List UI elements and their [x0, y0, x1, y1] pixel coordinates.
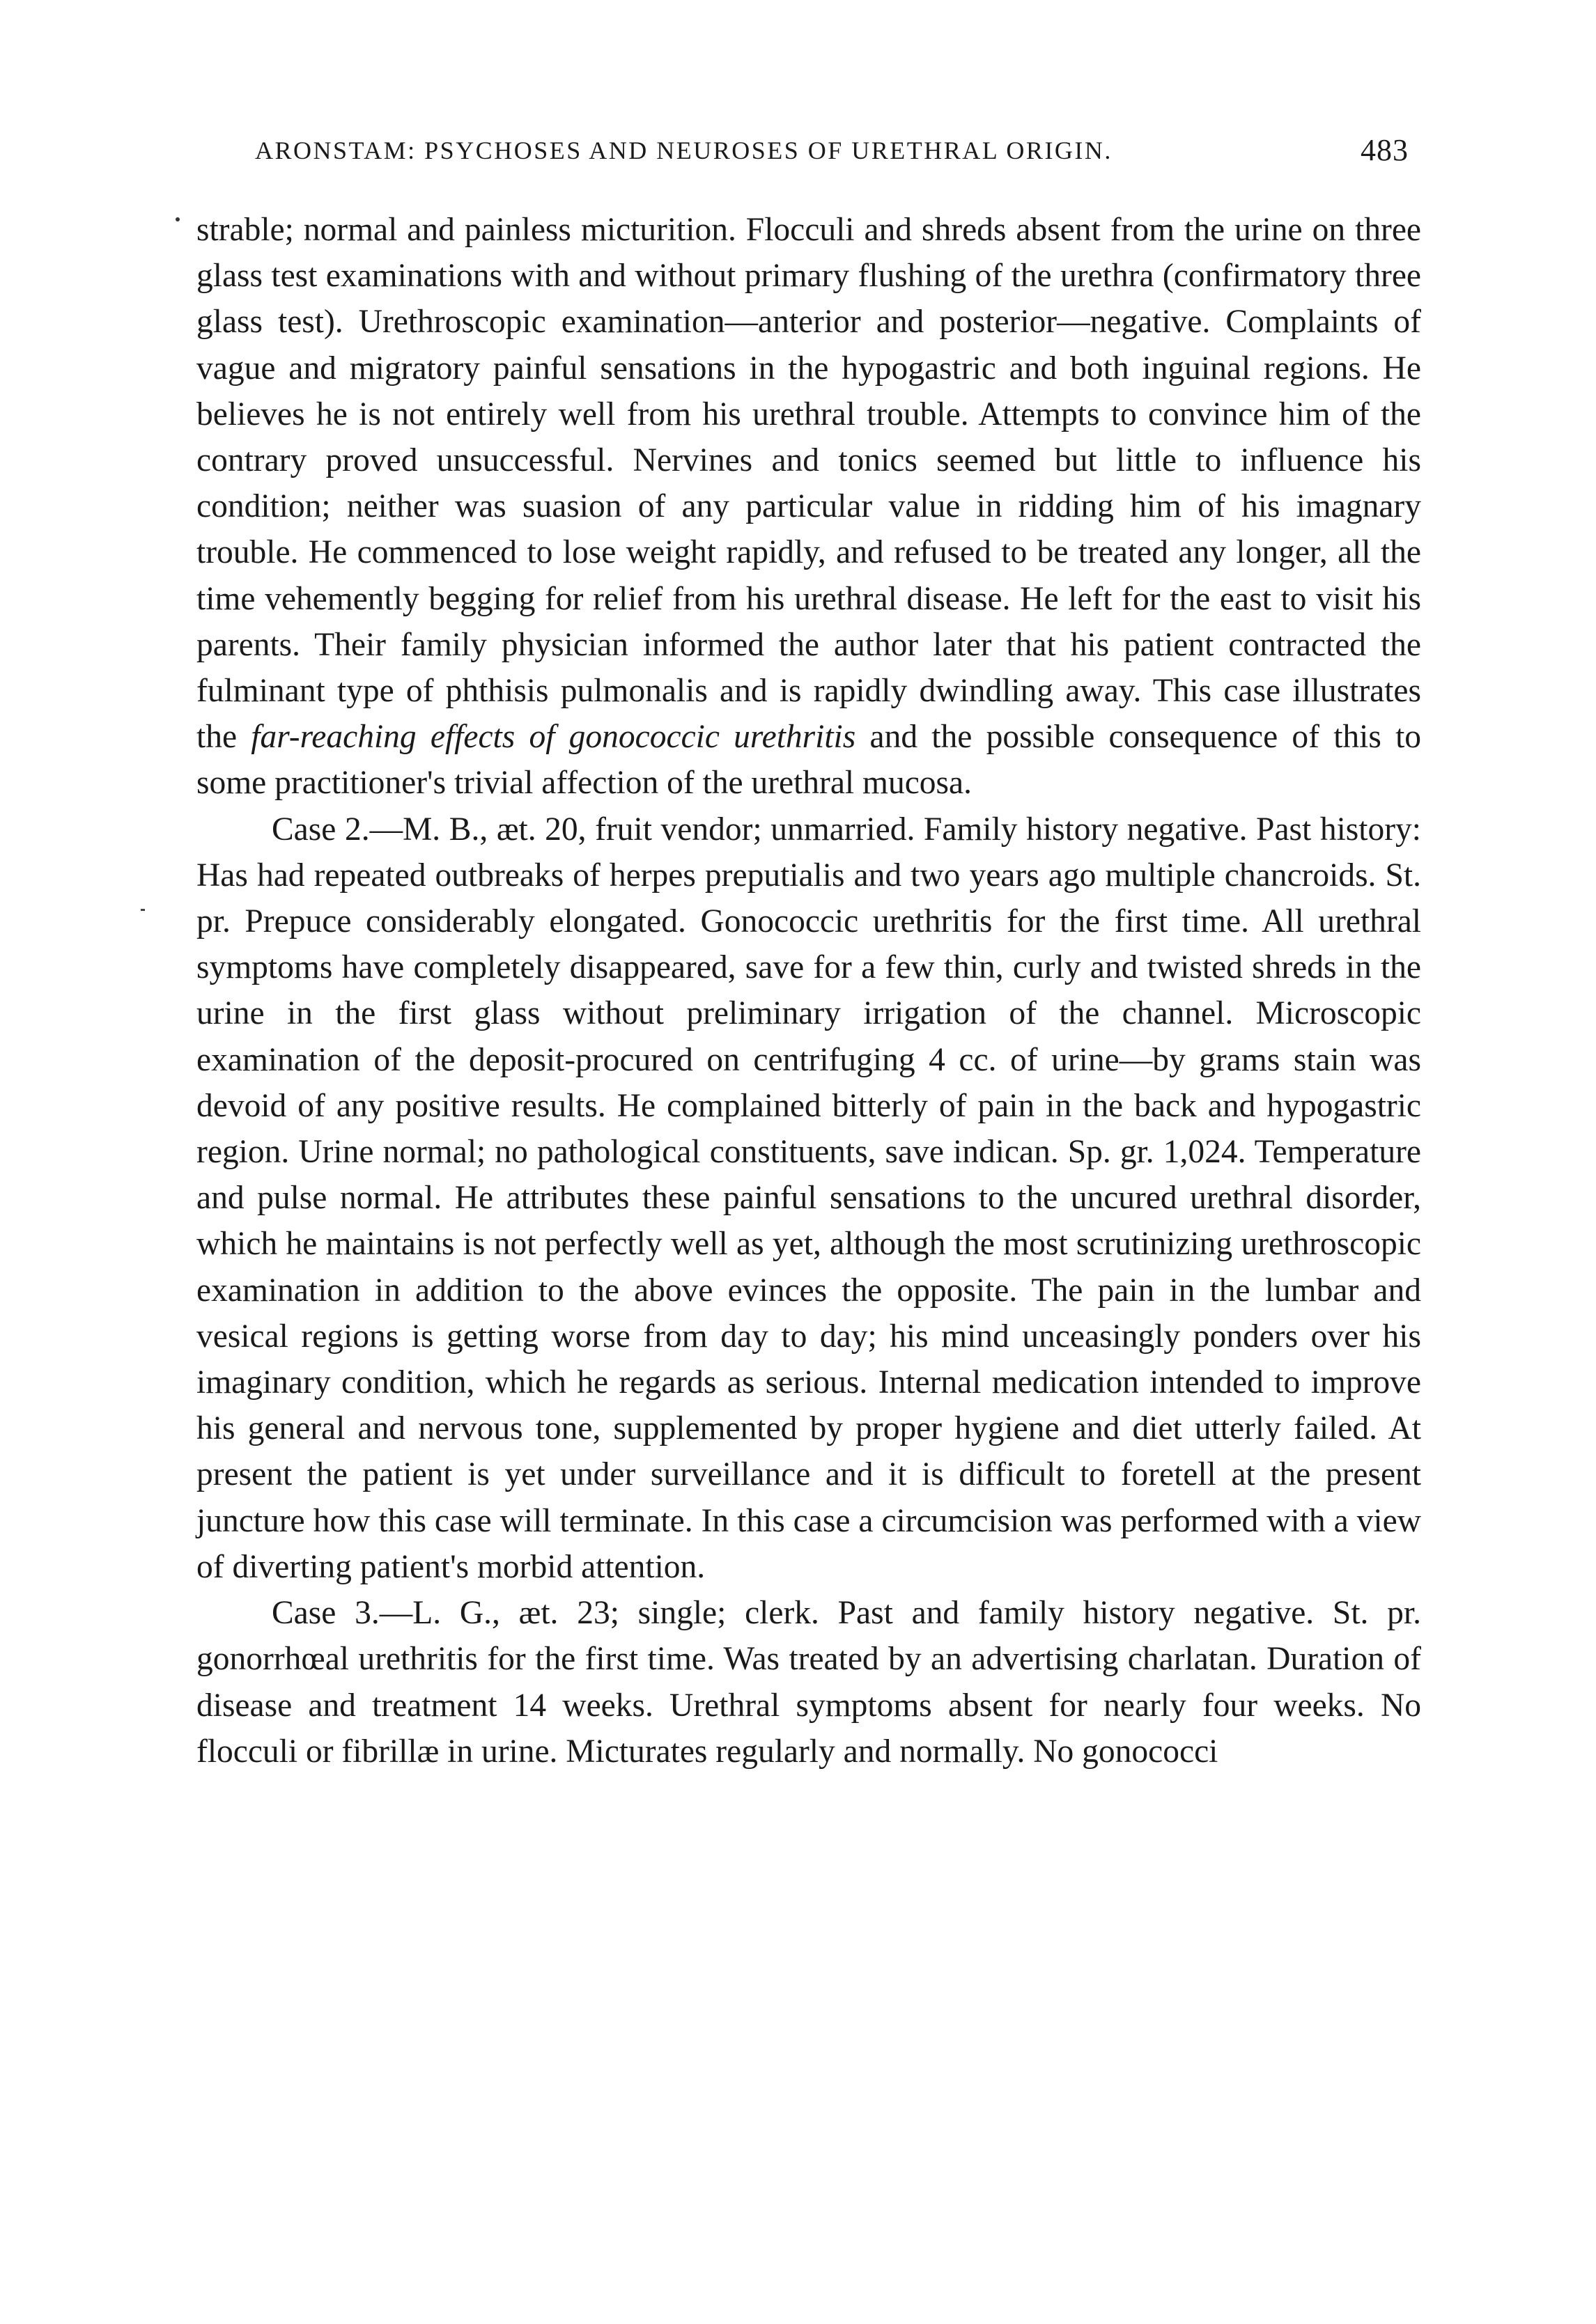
body-text: [196, 207, 1421, 1775]
running-title: ARONSTAM: PSYCHOSES AND NEUROSES OF URETHRAL ORIGIN.: [255, 137, 1113, 164]
paragraph-case-3: Case 3.—L. G., æt. 23; single; clerk. Past and family history negative. St. pr. gonorrhœal urethritis for the first time. Was treated by an advertising charlatan. Duration of disease and treatment 14 weeks. Urethral symptoms absent for nearly four weeks. No flocculi or fibrillæ in urine. Micturates regularly and normally. No gonococci: [196, 1595, 1421, 1770]
paragraph-text: strable; normal and painless micturition. Flocculi and shreds absent from the urine on three glass test examinations with and without primary flushing of the urethra (confirmatory three glass test). Urethroscopic examination—anterior and posterior—negative. Complaints of vague and migratory painful sensations in the hypogastric and both inguinal regions. He believes he is not entirely well from his urethral trouble. Attempts to convince him of the contrary proved unsuccessful. Nervines and tonics seemed but little to influence his condition; neither was suasion of any particular value in ridding him of his imagnary trouble. He commenced to lose weight rapidly, and refused to be treated any longer, all the time vehemently begging for relief from his urethral disease. He left for the east to visit his parents. Their family physician informed the author later that his patient contracted the fulminant type of phthisis pulmonalis and is rapidly dwindling away. This case illustrates the: [196, 212, 1421, 756]
italic-phrase: far-reaching effects of gonococcic urethritis: [251, 719, 856, 756]
paragraph-text: and the possible consequence of this to some practitioner's trivial affection of the urethral mucosa.: [196, 719, 1422, 802]
running-head: [255, 130, 1409, 171]
paragraph-continuation: [196, 207, 1421, 806]
stray-print-mark: [141, 909, 145, 911]
page-number: 483: [1361, 133, 1409, 167]
stray-print-mark: [176, 217, 180, 221]
paragraph-case-2: Case 2.—M. B., æt. 20, fruit vendor; unmarried. Family history negative. Past history: Has had repeated outbreaks of herpes preputialis and two years ago multiple chancroids. St. pr. Prepuce considerably elongated. Gonococcic urethritis for the first time. All urethral symptoms have completely disappeared, save for a few thin, curly and twisted shreds in the urine in the first glass without preliminary irrigation of the channel. Microscopic examination of the deposit-procured on centrifuging 4 cc. of urine—by grams stain was devoid of any positive results. He complained bitterly of pain in the back and hypogastric region. Urine normal; no pathological constituents, save indican. Sp. gr. 1,024. Temperature and pulse normal. He attributes these painful sensations to the uncured urethral disorder, which he maintains is not perfectly well as yet, although the most scrutinizing urethroscopic examination in addition to the above evinces the opposite. The pain in the lumbar and vesical regions is getting worse from day to day; his mind unceasingly ponders over his imaginary condition, which he regards as serious. Internal medication intended to improve his general and nervous tone, supplemented by proper hygiene and diet utterly failed. At present the patient is yet under surveillance and it is difficult to foretell at the present juncture how this case will terminate. In this case a circumcision was performed with a view of diverting patient's morbid attention.: [196, 811, 1421, 1585]
